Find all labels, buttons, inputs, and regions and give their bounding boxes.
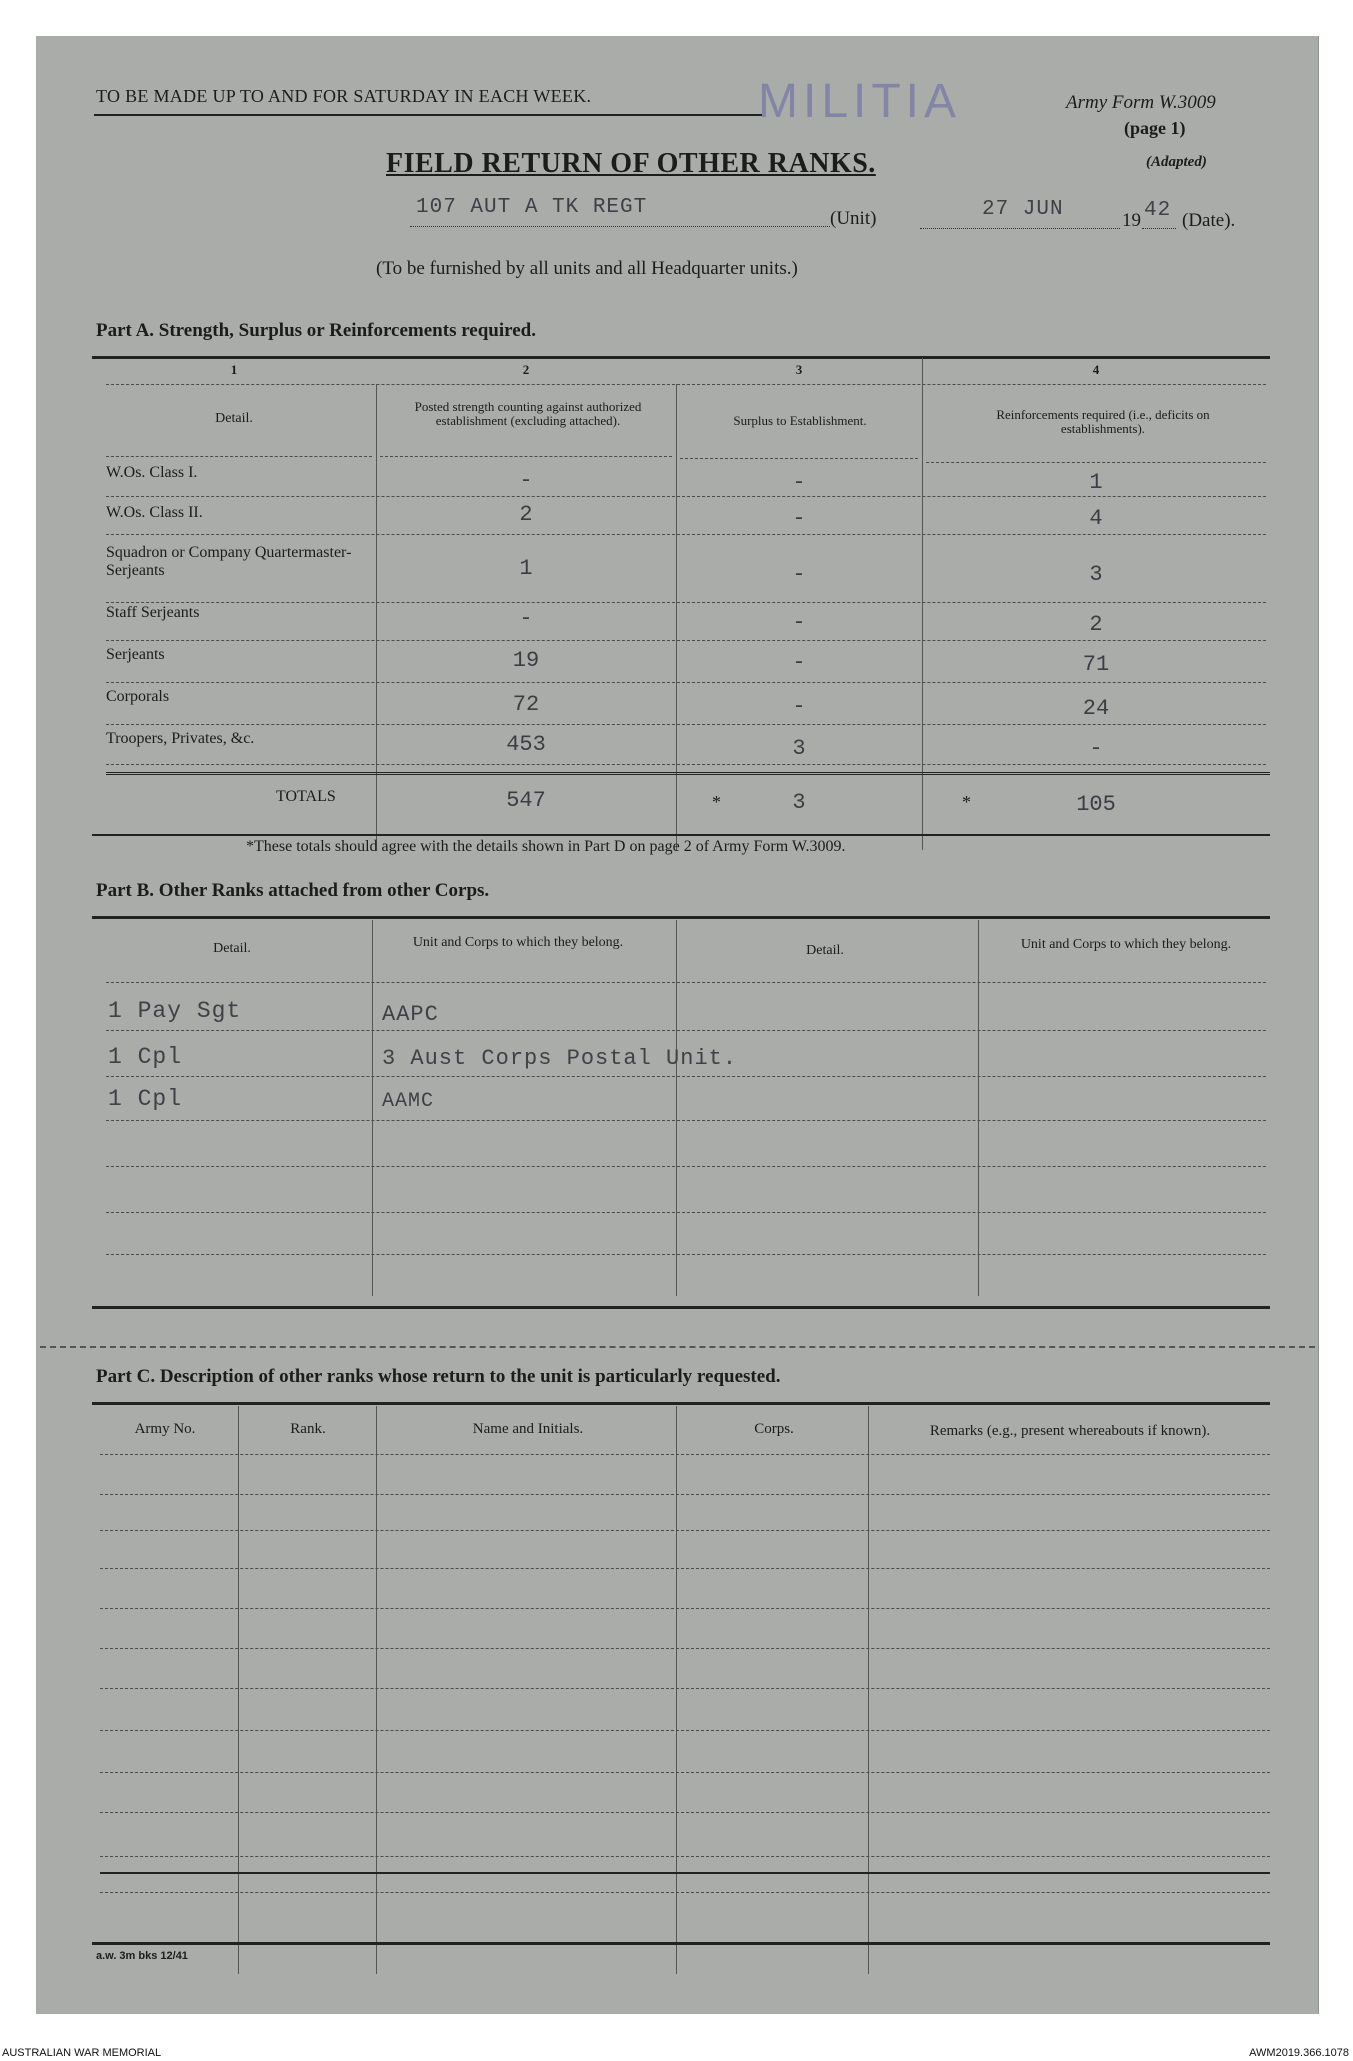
- part-c-vrule-4: [868, 1406, 869, 1974]
- part-c-rule-3: [100, 1530, 1270, 1531]
- part-b-rule-4: [106, 1166, 1266, 1167]
- date-value: 27 JUN: [982, 198, 1064, 221]
- part-a-colnum-rule: [106, 384, 1266, 385]
- row-detail-staff-sgt: Staff Serjeants: [106, 604, 200, 621]
- part-b-vrule-1: [372, 920, 373, 1296]
- part-b-rule-1: [106, 1030, 1266, 1031]
- row-detail-cpl: Corporals: [106, 688, 170, 705]
- form-title: FIELD RETURN OF OTHER RANKS.: [386, 148, 876, 179]
- row-surplus-wo2: -: [792, 506, 806, 531]
- row-reinf-cqms: 3: [1089, 562, 1103, 587]
- part-a-bottom-rule: [92, 834, 1270, 836]
- part-b-rule-6: [106, 1254, 1266, 1255]
- totals-label: TOTALS: [276, 788, 336, 805]
- row-posted-staff-sgt: -: [519, 606, 533, 631]
- part-a-colnum-4: 4: [1092, 362, 1100, 377]
- row-posted-cqms: 1: [519, 556, 533, 581]
- part-b-vrule-2: [676, 920, 677, 1296]
- part-b-rule-3: [106, 1120, 1266, 1121]
- militia-stamp: MILITIA: [758, 75, 962, 128]
- print-code: a.w. 3m bks 12/41: [96, 1950, 188, 1962]
- row-surplus-wo1: -: [792, 470, 806, 495]
- part-a-colnum-3: 3: [795, 362, 803, 377]
- part-c-rule-7: [100, 1688, 1270, 1689]
- part-c-rule-5: [100, 1608, 1270, 1609]
- part-c-heading: Part C. Description of other ranks whose return to the unit is particularly requested.: [96, 1366, 781, 1387]
- form-adapted: (Adapted): [1146, 154, 1207, 170]
- part-c-rule-12: [100, 1892, 1270, 1893]
- date-dotted-line: [920, 228, 1120, 229]
- part-b-header-detail-2: Detail.: [806, 943, 844, 958]
- form-name: Army Form W.3009: [1066, 92, 1216, 113]
- row-rule-7: [106, 764, 1266, 765]
- part-c-header-army-no: Army No.: [134, 1421, 196, 1437]
- year-suffix: 42: [1144, 199, 1172, 222]
- part-b-row-detail-3: 1 Cpl: [108, 1086, 183, 1112]
- row-surplus-troopers: 3: [792, 736, 806, 761]
- part-c-header-rank: Rank.: [290, 1421, 326, 1437]
- row-rule-3: [106, 602, 1266, 603]
- totals-top-rule: [106, 772, 1270, 775]
- part-c-vrule-2: [376, 1406, 377, 1974]
- part-a-top-rule: [92, 356, 1270, 359]
- unit-dotted-line: [410, 226, 830, 227]
- part-c-header-corps: Corps.: [754, 1421, 794, 1437]
- row-posted-wo1: -: [519, 468, 533, 493]
- part-c-rule-6: [100, 1648, 1270, 1649]
- part-b-rule-0: [106, 982, 1266, 983]
- part-a-colnum-1: 1: [230, 362, 238, 377]
- row-reinf-wo2: 4: [1089, 506, 1103, 531]
- part-a-header-rule-4: [926, 462, 1266, 463]
- part-b-heading: Part B. Other Ranks attached from other Corps.: [96, 880, 490, 901]
- instruction-text: TO BE MADE UP TO AND FOR SATURDAY IN EACH WEEK.: [96, 86, 592, 106]
- row-reinf-troopers: -: [1089, 736, 1103, 761]
- row-reinf-sgt: 71: [1082, 652, 1110, 677]
- part-c-rule-1: [100, 1454, 1270, 1455]
- instruction-underline: [94, 114, 762, 116]
- row-detail-sgt: Serjeants: [106, 646, 165, 663]
- part-c-header-remarks: Remarks (e.g., present whereabouts if known).: [929, 1423, 1211, 1439]
- row-rule-4: [106, 640, 1266, 641]
- part-a-header-rule-3: [680, 458, 918, 459]
- part-a-header-rule-2: [380, 456, 672, 457]
- totals-surplus-asterisk: *: [712, 792, 721, 812]
- part-a-header-posted: Posted strength counting against authorized establishment (excluding attached).: [414, 399, 642, 428]
- part-a-heading: Part A. Strength, Surplus or Reinforcements required.: [96, 320, 536, 341]
- row-rule-5: [106, 682, 1266, 683]
- part-b-rule-2: [106, 1076, 1266, 1077]
- part-b-header-detail-1: Detail.: [213, 941, 251, 956]
- part-c-header-name: Name and Initials.: [472, 1421, 584, 1437]
- row-detail-wo2: W.Os. Class II.: [106, 504, 203, 521]
- row-surplus-cpl: -: [792, 694, 806, 719]
- unit-value: 107 AUT A TK REGT: [416, 196, 648, 219]
- part-b-row-unit-1: AAPC: [382, 1002, 439, 1027]
- row-reinf-staff-sgt: 2: [1089, 612, 1103, 637]
- part-c-vrule-1: [238, 1406, 239, 1974]
- part-c-rule-9: [100, 1772, 1270, 1773]
- part-c-rule-4: [100, 1568, 1270, 1569]
- part-a-header-reinf: Reinforcements required (i.e., deficits on establishments).: [996, 407, 1210, 436]
- row-rule-6: [106, 724, 1266, 725]
- row-reinf-wo1: 1: [1089, 470, 1103, 495]
- part-a-vrule-3: [922, 358, 923, 850]
- part-a-header-rule-1: [106, 456, 372, 457]
- tear-line: [40, 1346, 1315, 1348]
- part-c-rule-10: [100, 1812, 1270, 1813]
- part-c-rule-11: [100, 1856, 1270, 1857]
- part-b-top-rule: [92, 916, 1270, 919]
- part-b-row-detail-1: 1 Pay Sgt: [108, 998, 242, 1024]
- year-dotted-line: [1142, 228, 1176, 229]
- unit-label: (Unit): [830, 208, 877, 229]
- part-a-header-surplus: Surplus to Establishment.: [733, 413, 867, 428]
- row-detail-troopers: Troopers, Privates, &c.: [106, 730, 255, 747]
- part-c-vrule-3: [676, 1406, 677, 1974]
- part-c-rule-2: [100, 1494, 1270, 1495]
- part-c-rule-8: [100, 1730, 1270, 1731]
- part-a-header-detail: Detail.: [215, 411, 253, 426]
- row-detail-wo1: W.Os. Class I.: [106, 464, 198, 481]
- row-reinf-cpl: 24: [1082, 696, 1110, 721]
- row-rule-2: [106, 534, 1266, 535]
- credit-right: AWM2019.366.1078: [1249, 2047, 1349, 2059]
- form-page: (page 1): [1124, 118, 1186, 138]
- credit-left: AUSTRALIAN WAR MEMORIAL: [2, 2047, 162, 2059]
- row-detail-cqms: Squadron or Company Quartermaster-Serjeants: [106, 544, 352, 579]
- part-b-bottom-rule: [92, 1306, 1270, 1309]
- credit-strip: [0, 2044, 1353, 2061]
- row-posted-troopers: 453: [506, 732, 546, 757]
- form-sheet: [36, 36, 1319, 2014]
- header-note: (To be furnished by all units and all Headquarter units.): [376, 258, 798, 279]
- part-c-double-rule-1: [100, 1872, 1270, 1874]
- row-surplus-cqms: -: [792, 562, 806, 587]
- part-a-colnum-2: 2: [522, 362, 530, 377]
- part-b-header-unit-2: Unit and Corps to which they belong.: [1020, 937, 1232, 952]
- row-posted-sgt: 19: [512, 648, 540, 673]
- date-label: (Date).: [1182, 210, 1236, 231]
- totals-surplus: 3: [792, 790, 806, 815]
- part-c-top-rule: [92, 1402, 1270, 1405]
- totals-posted: 547: [506, 788, 546, 813]
- row-posted-wo2: 2: [519, 502, 533, 527]
- totals-reinf-asterisk: *: [962, 792, 971, 812]
- part-b-header-unit-1: Unit and Corps to which they belong.: [412, 935, 624, 950]
- part-a-footnote: *These totals should agree with the details shown in Part D on page 2 of Army Form W.3009.: [246, 838, 846, 855]
- year-prefix: 19: [1122, 210, 1141, 231]
- part-b-row-unit-2: 3 Aust Corps Postal Unit.: [382, 1046, 738, 1071]
- part-b-rule-5: [106, 1212, 1266, 1213]
- row-posted-cpl: 72: [512, 692, 540, 717]
- totals-reinf: 105: [1076, 792, 1116, 817]
- row-surplus-staff-sgt: -: [792, 610, 806, 635]
- part-b-row-detail-2: 1 Cpl: [108, 1044, 183, 1070]
- row-surplus-sgt: -: [792, 650, 806, 675]
- row-rule-1: [106, 496, 1266, 497]
- part-b-vrule-3: [978, 920, 979, 1296]
- part-b-row-unit-3: AAMC: [382, 1090, 435, 1113]
- part-c-bottom-rule: [92, 1942, 1270, 1945]
